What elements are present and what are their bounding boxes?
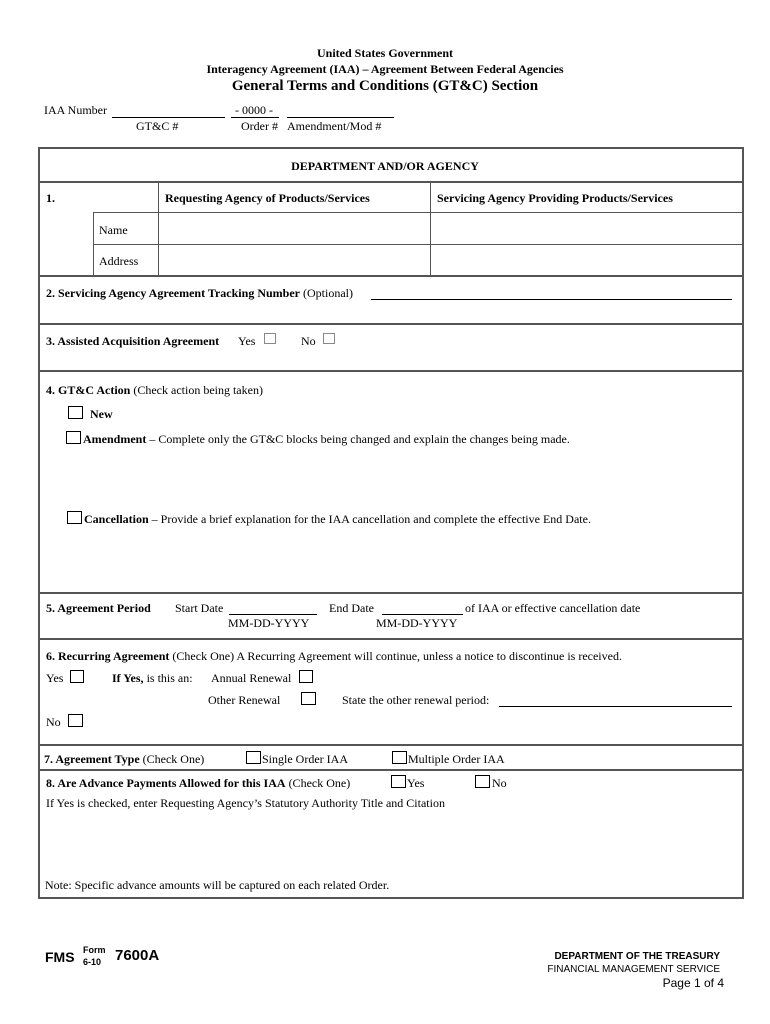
new-checkbox[interactable] — [68, 406, 83, 419]
address-label: Address — [99, 254, 139, 268]
s8-yes-label: Yes — [407, 776, 425, 790]
s8-no-checkbox[interactable] — [475, 775, 490, 788]
section-3-label: 3. Assisted Acquisition Agreement — [46, 334, 220, 348]
end-date-suffix: of IAA or effective cancellation date — [465, 601, 641, 615]
form-date: 6-10 — [83, 957, 102, 967]
other-renewal-label: Other Renewal — [208, 693, 281, 707]
fms-label: FMS — [45, 949, 75, 965]
s6-yes-label: Yes — [46, 671, 64, 685]
statutory-authority-instruction: If Yes is checked, enter Requesting Agency’s Statutory Authority Title and Citation — [46, 796, 445, 810]
iaa-amendment-field[interactable] — [287, 117, 394, 118]
single-order-label: Single Order IAA — [262, 752, 348, 766]
s8-no-label: No — [492, 776, 507, 790]
servicing-address-field[interactable] — [432, 246, 742, 275]
s6-yes-checkbox[interactable] — [70, 670, 84, 683]
iaa-separator: - 0000 - — [235, 103, 273, 117]
other-period-field[interactable] — [499, 706, 732, 707]
s3-no-checkbox[interactable] — [323, 333, 335, 344]
gtc-number-label: GT&C # — [136, 119, 179, 133]
requesting-agency-header: Requesting Agency of Products/Services — [165, 191, 370, 205]
header-line-2: Interagency Agreement (IAA) – Agreement Between Federal Agencies — [206, 62, 564, 76]
new-label: New — [90, 407, 113, 421]
s6-no-checkbox[interactable] — [68, 714, 83, 727]
name-label: Name — [99, 223, 128, 237]
section-2-label: 2. Servicing Agency Agreement Tracking Number (Optional) — [46, 286, 353, 300]
financial-management-service: FINANCIAL MANAGEMENT SERVICE — [547, 964, 720, 975]
section-1-number: 1. — [46, 191, 55, 205]
end-date-format: MM-DD-YYYY — [376, 616, 458, 630]
amendment-label-row: Amendment – Complete only the GT&C blocks being changed and explain the changes being made. — [83, 432, 570, 446]
servicing-agency-header: Servicing Agency Providing Products/Services — [437, 191, 673, 205]
amendment-checkbox[interactable] — [66, 431, 81, 444]
section-8-label: 8. Are Advance Payments Allowed for this IAA (Check One) — [46, 776, 351, 790]
s6-no-label: No — [46, 715, 61, 729]
end-date-label: End Date — [329, 601, 374, 615]
form-number: 7600A — [115, 947, 160, 964]
s3-no-label: No — [301, 334, 316, 348]
requesting-address-field[interactable] — [160, 246, 429, 275]
page-number: Page 1 of 4 — [662, 976, 724, 990]
s8-yes-checkbox[interactable] — [391, 775, 406, 788]
section-7-label: 7. Agreement Type (Check One) — [44, 752, 205, 766]
advance-amounts-note: Note: Specific advance amounts will be captured on each related Order. — [45, 878, 390, 892]
statutory-authority-field[interactable] — [46, 815, 736, 873]
cancellation-label-row: Cancellation – Provide a brief explanation for the IAA cancellation and complete the effective End Date. — [84, 512, 591, 526]
treasury-department: DEPARTMENT OF THE TREASURY — [554, 951, 720, 962]
single-order-checkbox[interactable] — [246, 751, 261, 764]
start-date-format: MM-DD-YYYY — [228, 616, 310, 630]
multiple-order-checkbox[interactable] — [392, 751, 407, 764]
other-renewal-checkbox[interactable] — [301, 692, 316, 705]
section-5-label: 5. Agreement Period — [46, 601, 151, 615]
cancellation-checkbox[interactable] — [67, 511, 82, 524]
annual-renewal-checkbox[interactable] — [299, 670, 313, 683]
amendment-label: Amendment/Mod # — [287, 119, 382, 133]
s3-yes-checkbox[interactable] — [264, 333, 276, 344]
end-date-field[interactable] — [382, 614, 463, 615]
start-date-label: Start Date — [175, 601, 224, 615]
iaa-order-field[interactable] — [231, 117, 279, 118]
if-yes-label: If Yes, is this an: — [112, 671, 193, 685]
section-4-label: 4. GT&C Action (Check action being taken) — [46, 383, 263, 397]
form-label: Form — [83, 945, 106, 955]
servicing-name-field[interactable] — [432, 214, 742, 243]
iaa-number-label: IAA Number — [44, 103, 107, 117]
s3-yes-label: Yes — [238, 334, 256, 348]
tracking-number-field[interactable] — [371, 299, 732, 300]
other-period-label: State the other renewal period: — [342, 693, 490, 707]
multiple-order-label: Multiple Order IAA — [408, 752, 505, 766]
iaa-gtc-field[interactable] — [112, 117, 225, 118]
annual-renewal-label: Annual Renewal — [211, 671, 292, 685]
section-6-label: 6. Recurring Agreement (Check One) A Recurring Agreement will continue, unless a notice to discontinue is received. — [46, 649, 622, 663]
start-date-field[interactable] — [229, 614, 317, 615]
requesting-name-field[interactable] — [160, 214, 429, 243]
department-title: DEPARTMENT AND/OR AGENCY — [291, 159, 479, 173]
order-number-label: Order # — [241, 119, 278, 133]
page-title: General Terms and Conditions (GT&C) Section — [231, 78, 539, 94]
header-line-1: United States Government — [317, 46, 453, 60]
